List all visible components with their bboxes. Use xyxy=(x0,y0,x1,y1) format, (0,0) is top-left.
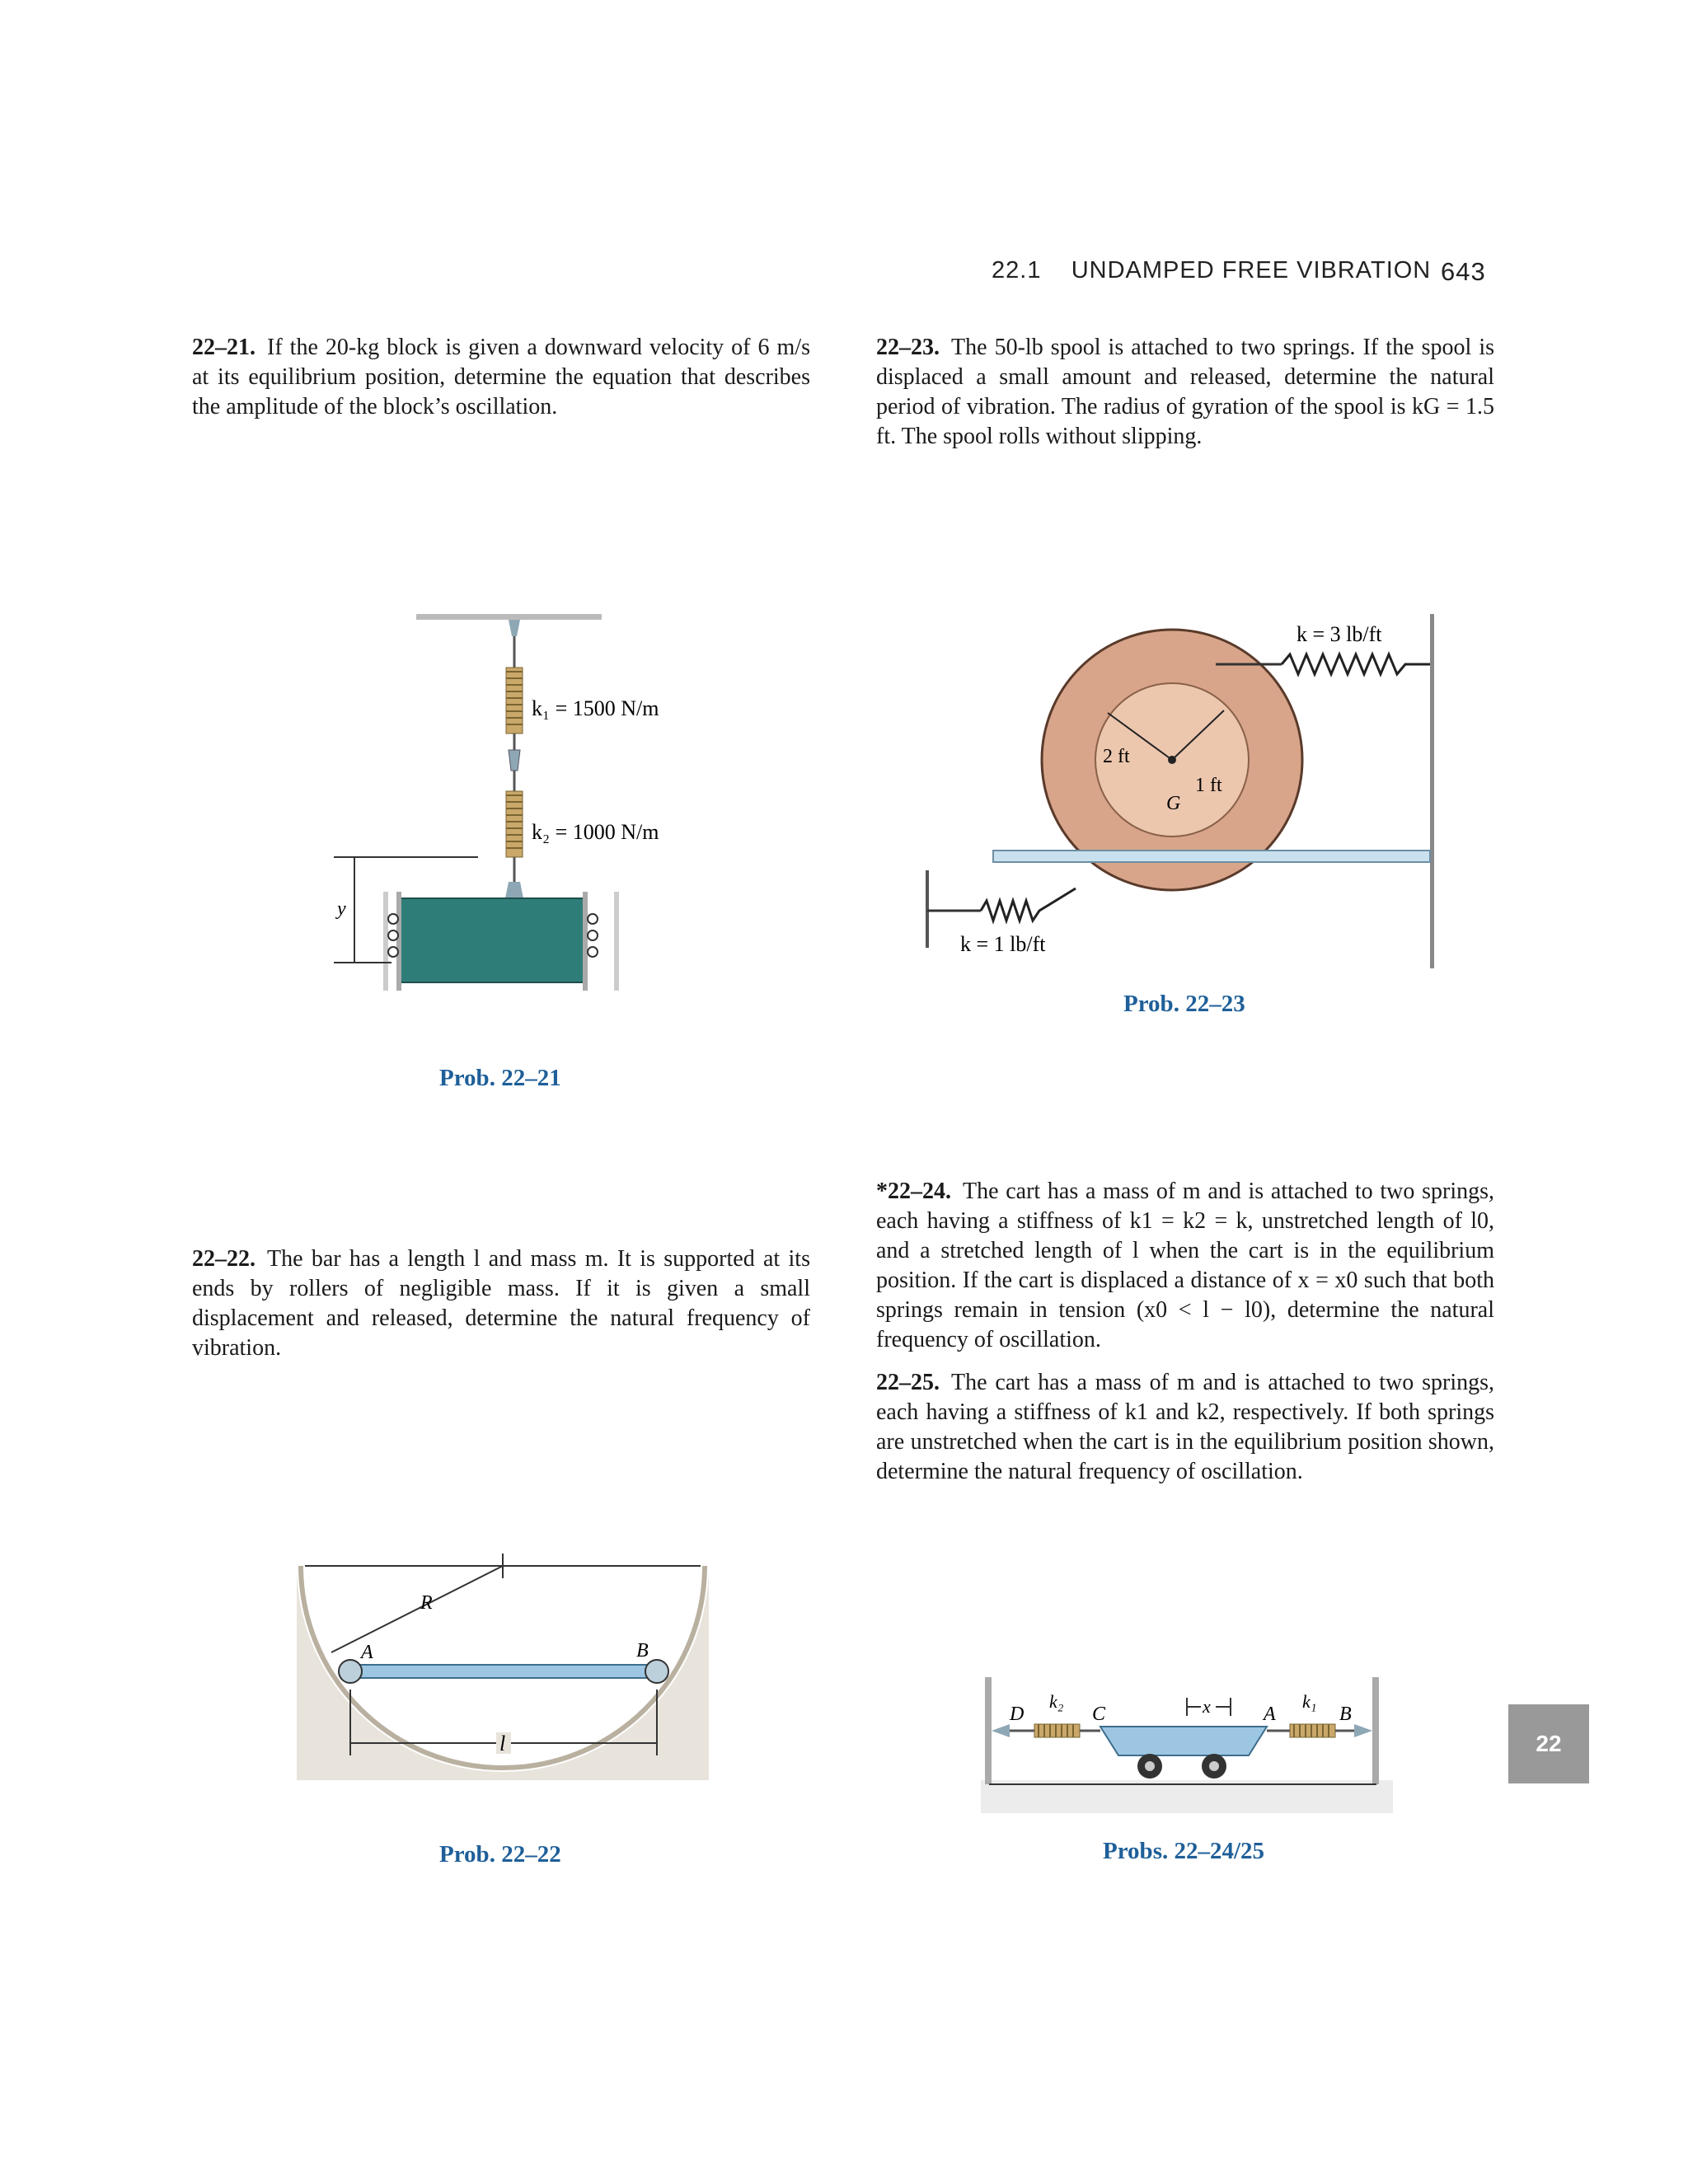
y-label: y xyxy=(337,898,346,920)
k-bottom-label: k = 1 lb/ft xyxy=(960,932,1046,956)
problem-22-22 xyxy=(192,1244,810,1363)
figure-22-22 xyxy=(280,1541,725,1821)
section-title: UNDAMPED FREE VIBRATION xyxy=(1071,257,1432,284)
k2-label: k₂ xyxy=(1049,1691,1064,1712)
problem-text: If the 20-kg block is given a downward velocity of 6 m/s at its equilibrium position, determine the equation that describes the amplitude of the block’s oscillation. xyxy=(192,335,810,419)
spring-bottom xyxy=(981,888,1076,921)
x-label: x xyxy=(1203,1696,1211,1717)
problem-number: 22–25. xyxy=(876,1370,940,1395)
left-wall xyxy=(985,1677,992,1784)
spring-k2 xyxy=(506,791,523,857)
figure-22-21 xyxy=(326,593,688,1055)
spring-k1 xyxy=(506,668,523,733)
problem-text: The cart has a mass of m and is attached to two springs, each having a stiffness of k1 = k2 = k, unstretched length of l0, and a stretched length of l when the cart is in the equilibrium position. If the cart is displaced a distance of x = x0 such that both springs remain in tension (x0 < l − l0), determine the natural frequency of oscillation. xyxy=(876,1179,1494,1352)
problem-number: 22–21. xyxy=(192,335,256,360)
page-number: 643 xyxy=(1441,257,1486,286)
problem-22-24 xyxy=(876,1177,1494,1355)
k2-label: k₂ = 1000 N/m xyxy=(532,820,659,844)
roller-A xyxy=(339,1660,362,1683)
problem-text: The 50-lb spool is attached to two springs. If the spool is displaced a small amount and released, determine the natural period of vibration. The radius of gyration of the spool is kG = 1.5 ft. The spool rolls without slipping. xyxy=(876,335,1494,449)
problem-number: 22–23. xyxy=(876,335,940,360)
bar xyxy=(350,1665,655,1678)
spring-top xyxy=(1282,654,1430,674)
k1-label: k₁ xyxy=(1302,1691,1317,1712)
ceiling-bracket xyxy=(509,620,520,636)
D-label: D xyxy=(1010,1704,1025,1725)
roller-B xyxy=(645,1660,668,1683)
R-label: R xyxy=(420,1592,433,1614)
chapter-tab: 22 xyxy=(1508,1704,1589,1783)
G-label: G xyxy=(1166,793,1181,814)
connector xyxy=(509,750,520,771)
r-inner-label: 1 ft xyxy=(1195,775,1222,796)
section-number: 22.1 xyxy=(992,257,1042,284)
l-label: l xyxy=(499,1732,506,1755)
right-wall xyxy=(1372,1677,1379,1784)
A-label: A xyxy=(1264,1704,1276,1725)
caption-22-23: Prob. 22–23 xyxy=(1123,991,1245,1017)
caption-22-24-25: Probs. 22–24/25 xyxy=(1103,1838,1265,1864)
A-label: A xyxy=(361,1642,373,1663)
problem-22-25 xyxy=(876,1368,1494,1487)
figure-22-24-25 xyxy=(977,1673,1397,1821)
running-header xyxy=(992,257,1431,284)
ceiling xyxy=(416,614,602,620)
rail xyxy=(993,851,1430,862)
problem-number: 22–22. xyxy=(192,1246,256,1272)
problem-number: *22–24. xyxy=(876,1179,951,1204)
r-outer-label: 2 ft xyxy=(1103,746,1130,767)
center-G xyxy=(1168,756,1176,764)
B-label: B xyxy=(1339,1704,1352,1725)
figure-22-23 xyxy=(894,602,1471,972)
caption-22-22: Prob. 22–22 xyxy=(439,1841,561,1868)
problem-22-21 xyxy=(192,333,810,422)
caption-22-21: Prob. 22–21 xyxy=(439,1065,561,1091)
right-guide xyxy=(583,892,588,991)
C-label: C xyxy=(1092,1704,1106,1725)
cart xyxy=(1100,1727,1267,1755)
problem-22-23 xyxy=(876,333,1494,452)
k-top-label: k = 3 lb/ft xyxy=(1296,622,1382,646)
problem-text: The bar has a length l and mass m. It is supported at its ends by rollers of negligible mass. If it is given a small displacement and released, determine the natural frequency of vibration. xyxy=(192,1246,810,1361)
left-guide xyxy=(396,892,401,991)
block xyxy=(400,898,584,982)
B-label: B xyxy=(636,1640,649,1661)
block-bracket xyxy=(505,882,523,898)
right-wall xyxy=(1430,614,1434,968)
problem-text: The cart has a mass of m and is attached to two springs, each having a stiffness of k1 and k2, respectively. If both springs are unstretched when the cart is in the equilibrium position shown, determine the natural frequency of oscillation. xyxy=(876,1370,1494,1484)
k1-label: k₁ = 1500 N/m xyxy=(532,696,659,720)
